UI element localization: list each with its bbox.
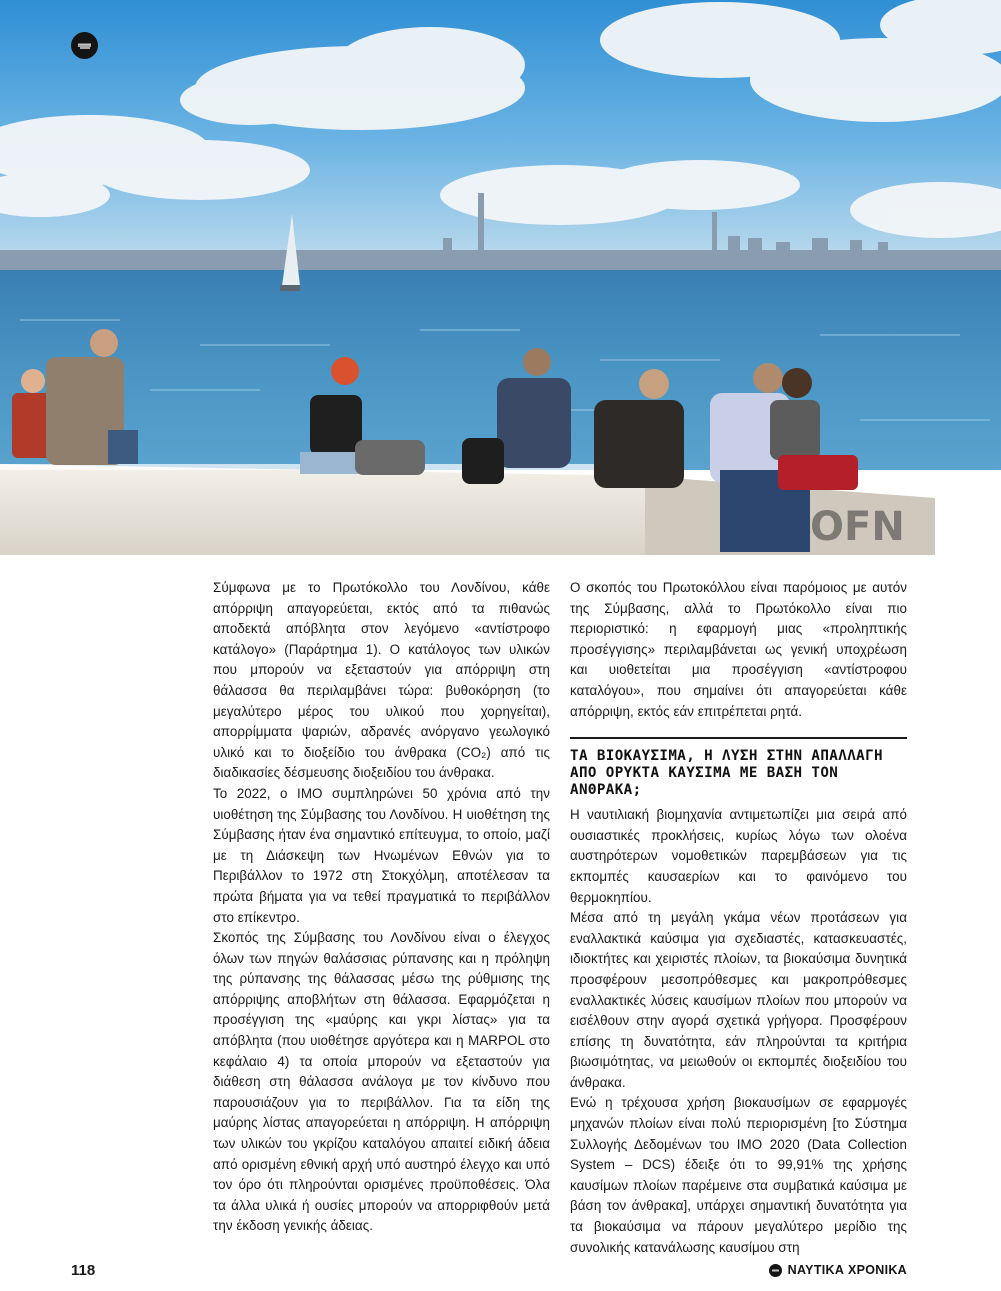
article-column-left [213,578,550,1237]
article-paragraph: Η ναυτιλιακή βιομηχανία αντιμετωπίζει μια σειρά από ουσιαστικές προκλήσεις, κυρίως λόγω των ολοένα αυστηρότερων νομοθετικών παρεμβάσεων για τις εκπομπές καυσαερίων και το φαινόμενο του θερμοκηπίου. [570,807,907,905]
section-heading: ΤΑ ΒΙΟΚΑΥΣΙΜΑ, Η ΛΥΣΗ ΣΤΗΝ ΑΠΑΛΛΑΓΗ ΑΠΟ ΟΡΥΚΤΑ ΚΑΥΣΙΜΑ ΜΕ ΒΑΣΗ ΤΟΝ ΑΝΘΡΑΚΑ; [570,737,907,799]
fork-mark [76,37,93,54]
svg-text:OFN: OFN [810,504,905,550]
article-paragraph: Ενώ η τρέχουσα χρήση βιοκαυσίμων σε εφαρμογές μηχανών πλοίων είναι πολύ περιορισμένη [το Σύστημα Συλλογής Δεδομένων του ΙΜΟ 2020 (Data Collection System – DCS) έδειξε ότι το 99,91% της χρήσης καυσίμων πλοίων παρέμεινε στα συμβατικά καύσιμα με βάση τον άνθρακα], υπάρχει σημαντική δυνατότητα για τα βιοκαύσιμα να πάρουν μεγαλύτερο μερίδιο της συνολικής κατανάλωσης καυσίμου στη [570,1095,907,1255]
hero-photo [0,0,1001,555]
article-paragraph: Μέσα από τη μεγάλη γκάμα νέων προτάσεων για εναλλακτικά καύσιμα για σχεδιαστές, κατασκευαστές, ιδιοκτήτες και χειριστές πλοίων, τα βιοκαύσιμα δυνητικά προσφέρουν μεσοπρόθεσμες και μακροπρόθεσμες εναλλακτικές λύσεις καυσίμων πλοίων που μπορούν να εισέλθουν στην αγορά σχετικά γρήγορα. Προσφέρουν επίσης τη δυνατότητα, εάν πληρούνται τα κριτήρια βιωσιμότητας, να μειωθούν οι εκπομπές διοξειδίου του άνθρακα. [570,910,907,1090]
article-column-right [570,578,907,1258]
footer-brand [769,1263,907,1277]
article-paragraph: Ο σκοπός του Πρωτοκόλλου είναι παρόμοιος με αυτόν της Σύμβασης, αλλά το Πρωτόκολλο είναι πιο περιοριστικό: η εφαρμογή μιας «προληπτικής προσέγγισης» περιλαμβάνεται ως γενική υποχρέωση και υιοθετείται μια προσέγγιση «αντίστροφου καταλόγου», που σημαίνει ότι απαγορεύεται κάθε απόρριψη, εκτός εάν επιτρέπεται ρητά. [570,580,907,719]
page-number: 118 [71,1262,96,1279]
magazine-name: ΝΑΥΤΙΚΑ ΧΡΟΝΙΚΑ [787,1263,907,1277]
magazine-logo-icon [769,1264,782,1277]
article-paragraph: Σκοπός της Σύμβασης του Λονδίνου είναι ο έλεγχος όλων των πηγών θαλάσσιας ρύπανσης και η πρόληψη της ρύπανσης της θάλασσας μέσω της ρύθμισης της απόρριψης αποβλήτων στη θάλασσα. Εφαρμόζεται η προσέγγιση της «μαύρης και γκρι λίστας» για τα απόβλητα (που υιοθέτησε αργότερα και η MARPOL στο κεφάλαιο 4) τα οποία μπορούν να εξεταστούν για διάθεση στη θάλασσα ανάλογα με τον κίνδυνο που παρουσιάζουν για το περιβάλλον. Για τα είδη της μαύρης λίστας απαγορεύεται η απόρριψη. Η απόρριψη των υλικών του γκρίζου καταλόγου απαιτεί ειδική άδεια από ορισμένη εθνική αρχή υπό αυστηρό έλεγχο και υπό τον όρο ότι πληρούνται ορισμένες προϋποθέσεις. Όλα τα άλλα υλικά ή ουσίες μπορούν να απορριφθούν μετά την έκδοση γενικής άδειας. [213,930,550,1234]
article-paragraph: Σύμφωνα με το Πρωτόκολλο του Λονδίνου, κάθε απόρριψη απαγορεύεται, εκτός από τα πιθανώς αποδεκτά απόβλητα στον λεγόμενο «αντίστροφο κατάλογο» (Παράρτημα 1). Ο κατάλογος των υλικών που μπορούν να εξεταστούν για απόρριψη στη θάλασσα θα περιλαμβάνει τώρα: βυθοκόρηση (το μεγαλύτερο μέρος του υλικού που χορηγείται), απορρίμματα ψαριών, αδρανές ανόργανο γεωλογικό υλικό και το διοξείδιο του άνθρακα (CO₂) από τις διαδικασίες δέσμευσης διοξειδίου του άνθρακα. [213,580,550,781]
article-paragraph: Το 2022, ο ΙΜΟ συμπληρώνει 50 χρόνια από την υιοθέτηση της Σύμβασης του Λονδίνου. Η υιοθέτηση της Σύμβασης ήταν ένα σημαντικό επίτευγμα, το οποίο, μαζί με τη Διάσκεψη των Ηνωμένων Εθνών για το Περιβάλλον το 1972 στη Στοκχόλμη, αποτέλεσαν τα πρώτα βήματα για να τεθεί πραγματικά το περιβάλλον στο επίκεντρο. [213,785,550,925]
magazine-logo-icon [71,32,98,59]
